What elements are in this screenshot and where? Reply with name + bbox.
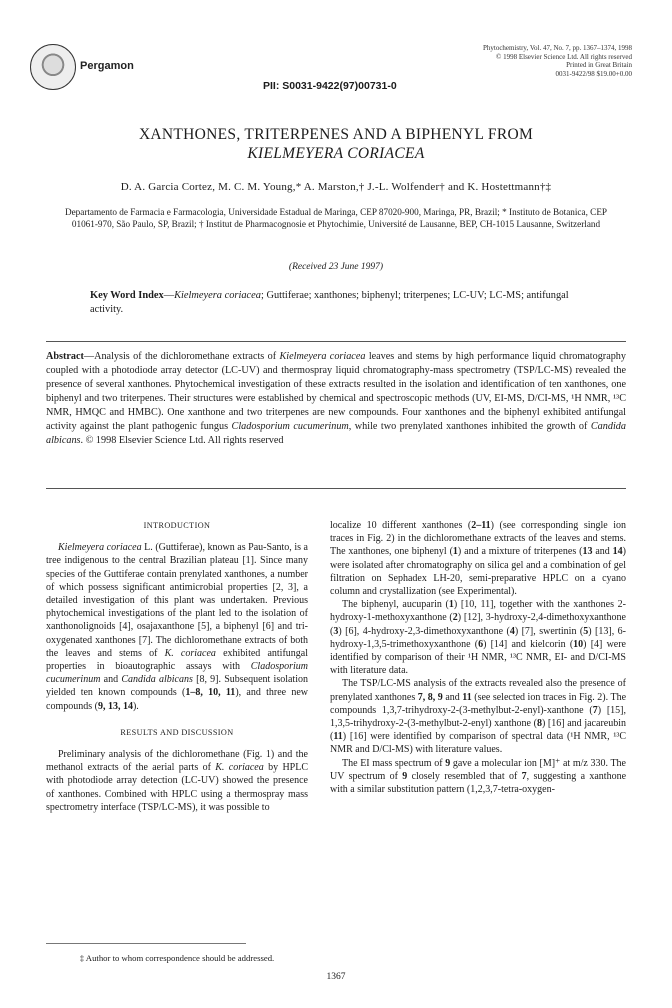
abstract: Abstract—Analysis of the dichloromethane extracts of Kielmeyera coriacea leaves and stems by high performance liquid chromatography coupled with a photodiode array detector (LC-UV) and thermospray liquid chromatography-mass spectrometry (TSP/LC-MS) revealed the presence of several xanthones. Phytochemical investigation of these extracts resulted in the isolation and identification of ten xanthones, one biphenyl and two triterpenes. Their structures were established by chemical and spectroscopic methods (UV, EI-MS, D/CI-MS, ¹H NMR, ¹³C NMR, HMQC and HMBC). One xanthone and two triterpenes are new compounds. Four xanthones and the biphenyl exhibited antifungal activity against the plant pathogenic fungus Cladosporium cucumerinum, while two prenylated xanthones inhibited the growth of Candida albicans. © 1998 Elsevier Science Ltd. All rights reserved	[46, 351, 626, 446]
abstract-bottom-rule	[46, 488, 626, 489]
introduction-paragraph: Kielmeyera coriacea L. (Guttiferae), known as Pau-Santo, is a tree indigenous to the central Brazilian plateau [1]. Since many species of the Guttiferae contain prenylated xanthones, a number of which possess significant antimicrobial properties [2, 3], a detailed investigation of this plant was undertaken. Previous phytochemical investigations of the plant led to the isolation of xanthonolignoids [4], osajaxanthone [5], a biphenyl [6] and tri-oxygenated xanthones [7]. The dichloromethane extracts of both the leaves and stems of K. coriacea exhibited antifungal properties in bioautographic assays with Cladosporium cucumerinum and Candida albicans [8, 9]. Subsequent isolation yielded ten known compounds (1–8, 10, 11), and three new compounds (9, 13, 14).	[46, 542, 309, 712]
pii-identifier: PII: S0031-9422(97)00731-0	[263, 80, 397, 92]
price-code: 0031-9422/98 $19.00+0.00	[555, 69, 632, 78]
abstract-top-rule	[46, 341, 626, 342]
printed-notice: Printed in Great Britain	[566, 61, 632, 70]
right-paragraph-4: The EI mass spectrum of 9 gave a molecular ion [M]⁺ at m/z 330. The UV spectrum of 9 closely resembled that of 7, suggesting a xanthone with a similar substitution pattern (1,2,3,7-tetra-oxygen-	[330, 757, 627, 796]
author-list: D. A. Garcia Cortez, M. C. M. Young,* A. Marston,† J.-L. Wolfender† and K. Hostettmann†‡	[120, 181, 552, 193]
keyword-index: Key Word Index—Kielmeyera coriacea; Guttiferae; xanthones; biphenyl; triterpenes; LC-UV; LC-MS; antifungal activity.	[90, 290, 569, 315]
keyword-text: ; Guttiferae; xanthones; biphenyl; triterpenes; LC-UV; LC-MS; antifungal activity.	[90, 290, 569, 315]
right-column	[330, 519, 626, 796]
paper-title	[0, 125, 672, 163]
results-heading: RESULTS AND DISCUSSION	[120, 727, 234, 737]
keyword-label: Key Word Index	[90, 290, 164, 301]
keyword-species: Kielmeyera coriacea	[174, 290, 261, 301]
title-line-1: XANTHONES, TRITERPENES AND A BIPHENYL FROM	[138, 126, 534, 143]
abstract-label: Abstract	[46, 351, 84, 362]
received-date: (Received 23 June 1997)	[288, 262, 384, 272]
pergamon-logo	[30, 44, 76, 90]
right-paragraph-3: The TSP/LC-MS analysis of the extracts revealed also the presence of prenylated xanthones 7, 8, 9 and 11 (see selected ion traces in Fig. 2). The compounds 1,3,7-trihydroxy-2-(3-methylbut-2-enyl)-xanthone (7) [15], 1,3,5-trihydroxy-2-(3-methylbut-2-enyl) xanthone (8) [16] and jacareubin (11) [16] were identified by comparison of spectral data (¹H NMR, ¹³C NMR and D/Cl-MS) with literature values.	[330, 678, 627, 756]
journal-citation: Phytochemistry, Vol. 47, No. 7, pp. 1367–1374, 1998	[482, 44, 632, 52]
results-paragraph: Preliminary analysis of the dichloromethane (Fig. 1) and the methanol extracts of the aerial parts of K. coriacea by HPLC with photodiode array detection (LC-UV) showed the presence of xanthones. Combined with HPLC using a thermospray mass spectrometry interface (TSP/LC-MS), it was possible to	[46, 749, 309, 813]
page-number: 1367	[326, 972, 346, 982]
footnote-rule	[46, 943, 246, 944]
right-paragraph-2: The biphenyl, aucuparin (1) [10, 11], together with the xanthones 2-hydroxy-1-methoxyxanthone (2) [12], 3-hydroxy-2,4-dimethoxyxanthone (3) [6], 4-hydroxy-2,3-dimethoxyxanthone (4) [7], swertinin (5) [13], 6-hydroxy-1,3,5-trimethoxyxanthone (6) [14] and kielcorin (10) [4] were identified by comparison of their ¹H NMR, ¹³C NMR, EI- and D/CI-MS with literature data.	[330, 599, 627, 677]
copyright-notice: © 1998 Elsevier Science Ltd. All rights reserved	[496, 52, 632, 61]
left-column	[46, 519, 308, 814]
journal-info	[483, 44, 632, 78]
affiliations: Departamento de Farmacia e Farmacologia, Universidade Estadual de Maringa, CEP 87020-900, Maringa, PR, Brazil; * Instituto de Botanica, CEP 01061-970, São Paulo, SP, Brazil; † Institut de Pharmacognosie et Phytochimie, Université de Lausanne, BEP, CH-1015 Lausanne, Switzerland	[64, 207, 608, 229]
right-paragraph-1: localize 10 different xanthones (2–11) (see corresponding single ion traces in Fig. 2) in the dichloromethane extracts of the leaves and stems. The xanthones, one biphenyl (1) and a mixture of triterpenes (13 and 14) were isolated after chromatography on silica gel and a combination of gel filtration on Sephadex LH-20, semi-preparative HPLC on a cyano column and crystallization (see Experimental).	[330, 520, 626, 598]
publisher-name: Pergamon	[80, 60, 134, 72]
introduction-heading: INTRODUCTION	[143, 521, 211, 530]
title-line-2: KIELMEYERA CORIACEA	[247, 145, 425, 162]
correspondence-footnote: ‡ Author to whom correspondence should be addressed.	[79, 953, 275, 963]
